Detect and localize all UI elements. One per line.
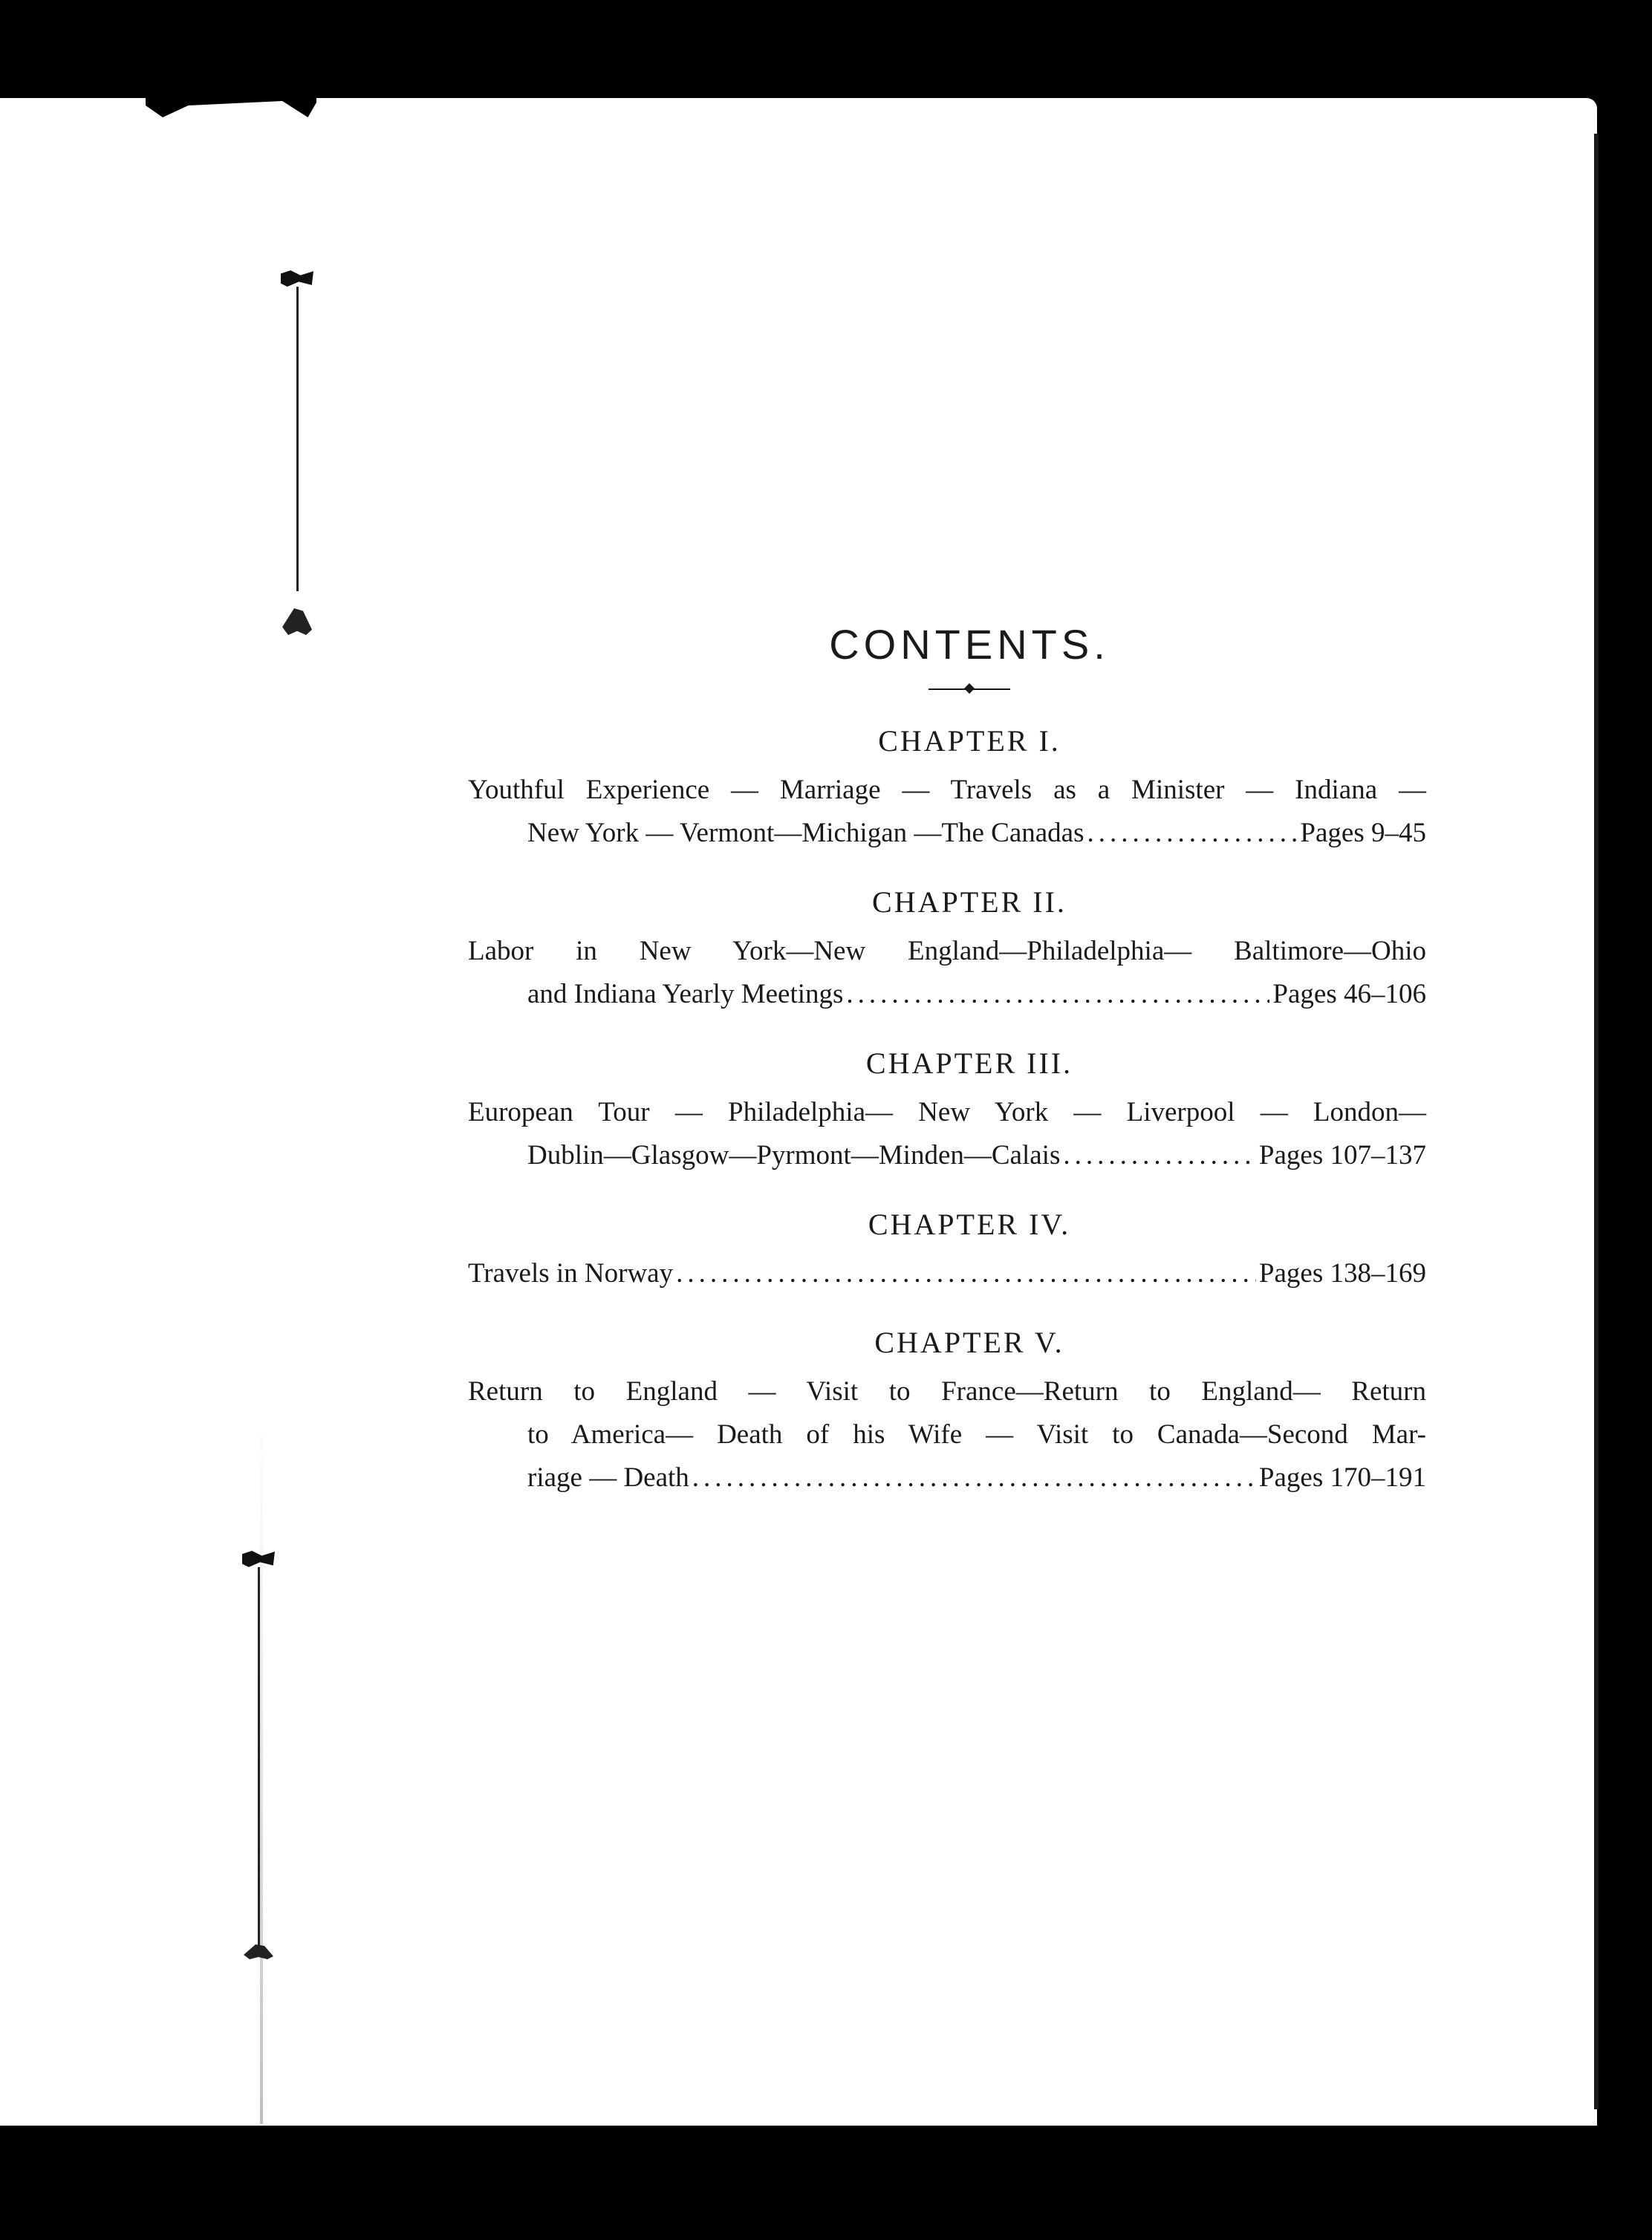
- chapter-entry: [468, 885, 1426, 1016]
- clip-foot-icon: [282, 608, 312, 635]
- summary-line: and Indiana Yearly Meetings: [527, 979, 844, 1009]
- clip-head-icon: [281, 270, 313, 287]
- clip-foot-icon: [244, 1944, 273, 1959]
- dot-leader: [846, 973, 1269, 1016]
- binding-clip-top: [275, 270, 319, 657]
- page-range: Pages 170–191: [1258, 1462, 1426, 1493]
- chapter-heading: CHAPTER I.: [878, 724, 1061, 758]
- summary-line: riage — Death: [527, 1462, 689, 1493]
- title-ornament: [929, 682, 1010, 697]
- page-range: Pages 46–106: [1272, 979, 1426, 1009]
- summary-line: Youthful Experience — Marriage — Travels as a Minister — Indiana —: [468, 775, 1426, 805]
- summary-line-with-pages: [468, 1456, 1426, 1500]
- chapter-summary: [468, 1370, 1426, 1500]
- summary-line-with-pages: [468, 1134, 1426, 1177]
- binding-clip-bottom: [236, 1551, 281, 1967]
- chapter-heading: CHAPTER IV.: [868, 1208, 1071, 1241]
- chapter-entry: [468, 1207, 1426, 1295]
- chapter-entry: [468, 723, 1426, 855]
- summary-line-with-pages: [468, 1252, 1426, 1295]
- chapter-heading: CHAPTER III.: [865, 1046, 1073, 1080]
- page-range: Pages 9–45: [1300, 818, 1426, 848]
- summary-line: Travels in Norway: [468, 1258, 674, 1289]
- clip-stem: [296, 287, 299, 591]
- chapter-heading: CHAPTER V.: [874, 1326, 1064, 1359]
- dot-leader: [1063, 1134, 1256, 1177]
- table-of-contents: [468, 620, 1426, 1529]
- summary-line: European Tour — Philadelphia— New York — Liverpool — London—: [468, 1097, 1426, 1127]
- page-right-edge: [1594, 134, 1599, 2109]
- chapter-heading: CHAPTER II.: [872, 885, 1067, 919]
- summary-line: Return to England — Visit to France—Return to England— Return: [468, 1376, 1426, 1407]
- summary-line: Dublin—Glasgow—Pyrmont—Minden—Calais: [527, 1140, 1061, 1171]
- chapter-entry: [468, 1046, 1426, 1177]
- contents-title: CONTENTS.: [829, 621, 1110, 668]
- dot-leader: [1087, 812, 1298, 855]
- page-range: Pages 107–137: [1258, 1140, 1426, 1171]
- clip-head-icon: [242, 1551, 275, 1567]
- chapter-summary: [468, 1091, 1426, 1177]
- summary-line: New York — Vermont—Michigan —The Canadas: [527, 818, 1084, 848]
- dot-leader: [692, 1456, 1256, 1500]
- diamond-icon: [964, 683, 975, 694]
- clip-stem: [258, 1567, 260, 1946]
- summary-line: Labor in New York—New England—Philadelphia— Baltimore—Ohio: [468, 936, 1426, 966]
- dot-leader: [676, 1252, 1256, 1295]
- chapter-summary: [468, 1252, 1426, 1295]
- summary-line-with-pages: [468, 973, 1426, 1016]
- chapter-entry: [468, 1325, 1426, 1500]
- chapter-summary: [468, 769, 1426, 855]
- summary-line-with-pages: [468, 812, 1426, 855]
- page-range: Pages 138–169: [1258, 1258, 1426, 1289]
- summary-line: to America— Death of his Wife — Visit to Canada—Second Mar-: [527, 1419, 1426, 1450]
- chapter-summary: [468, 930, 1426, 1016]
